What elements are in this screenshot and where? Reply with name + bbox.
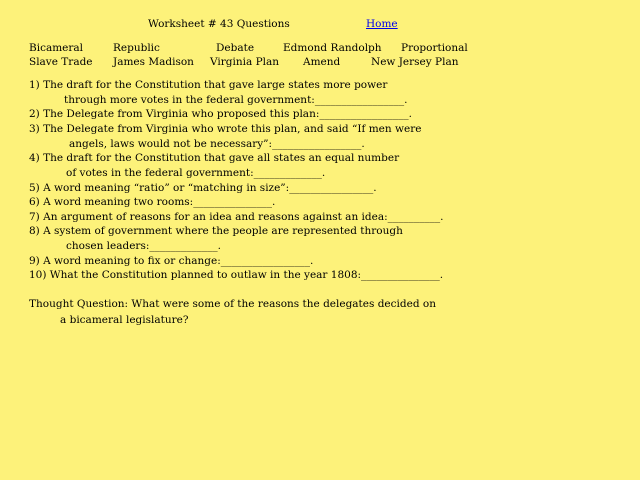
word-bank-item: Slave Trade [29,56,93,68]
word-bank-item: Proportional [401,42,468,54]
question-line: 5) A word meaning “ratio” or “matching in size”:________________. [29,182,377,194]
thought-question: Thought Question: What were some of the reasons the delegates decided on [29,298,436,310]
question-line: through more votes in the federal government:_________________. [64,94,408,106]
page-title: Worksheet # 43 Questions [148,18,290,30]
word-bank-item: Edmond Randolph [283,42,382,54]
question-line: 7) An argument of reasons for an idea and reasons against an idea:__________. [29,211,444,223]
word-bank-item: Amend [303,56,341,68]
question-line: 10) What the Constitution planned to outlaw in the year 1808:_______________. [29,269,444,281]
question-line: 9) A word meaning to fix or change:_________________. [29,255,314,267]
question-line: of votes in the federal government:_____________. [66,167,326,179]
word-bank-item: New Jersey Plan [371,56,459,68]
word-bank-item: Republic [113,42,160,54]
question-line: 8) A system of government where the people are represented through [29,225,403,237]
question-line: 6) A word meaning two rooms:_______________. [29,196,276,208]
question-line: 3) The Delegate from Virginia who wrote this plan, and said “If men were [29,123,422,135]
home-link[interactable]: Home [366,18,398,30]
word-bank-item: Debate [216,42,255,54]
question-line: 4) The draft for the Constitution that gave all states an equal number [29,152,400,164]
question-line: 2) The Delegate from Virginia who proposed this plan:_________________. [29,108,412,120]
question-line: 1) The draft for the Constitution that gave large states more power [29,79,388,91]
word-bank-item: James Madison [113,56,194,68]
word-bank-item: Virginia Plan [210,56,280,68]
question-line: angels, laws would not be necessary”:_________________. [69,138,365,150]
question-line: chosen leaders:_____________. [66,240,221,252]
thought-question-continuation: a bicameral legislature? [60,314,189,326]
word-bank-item: Bicameral [29,42,84,54]
